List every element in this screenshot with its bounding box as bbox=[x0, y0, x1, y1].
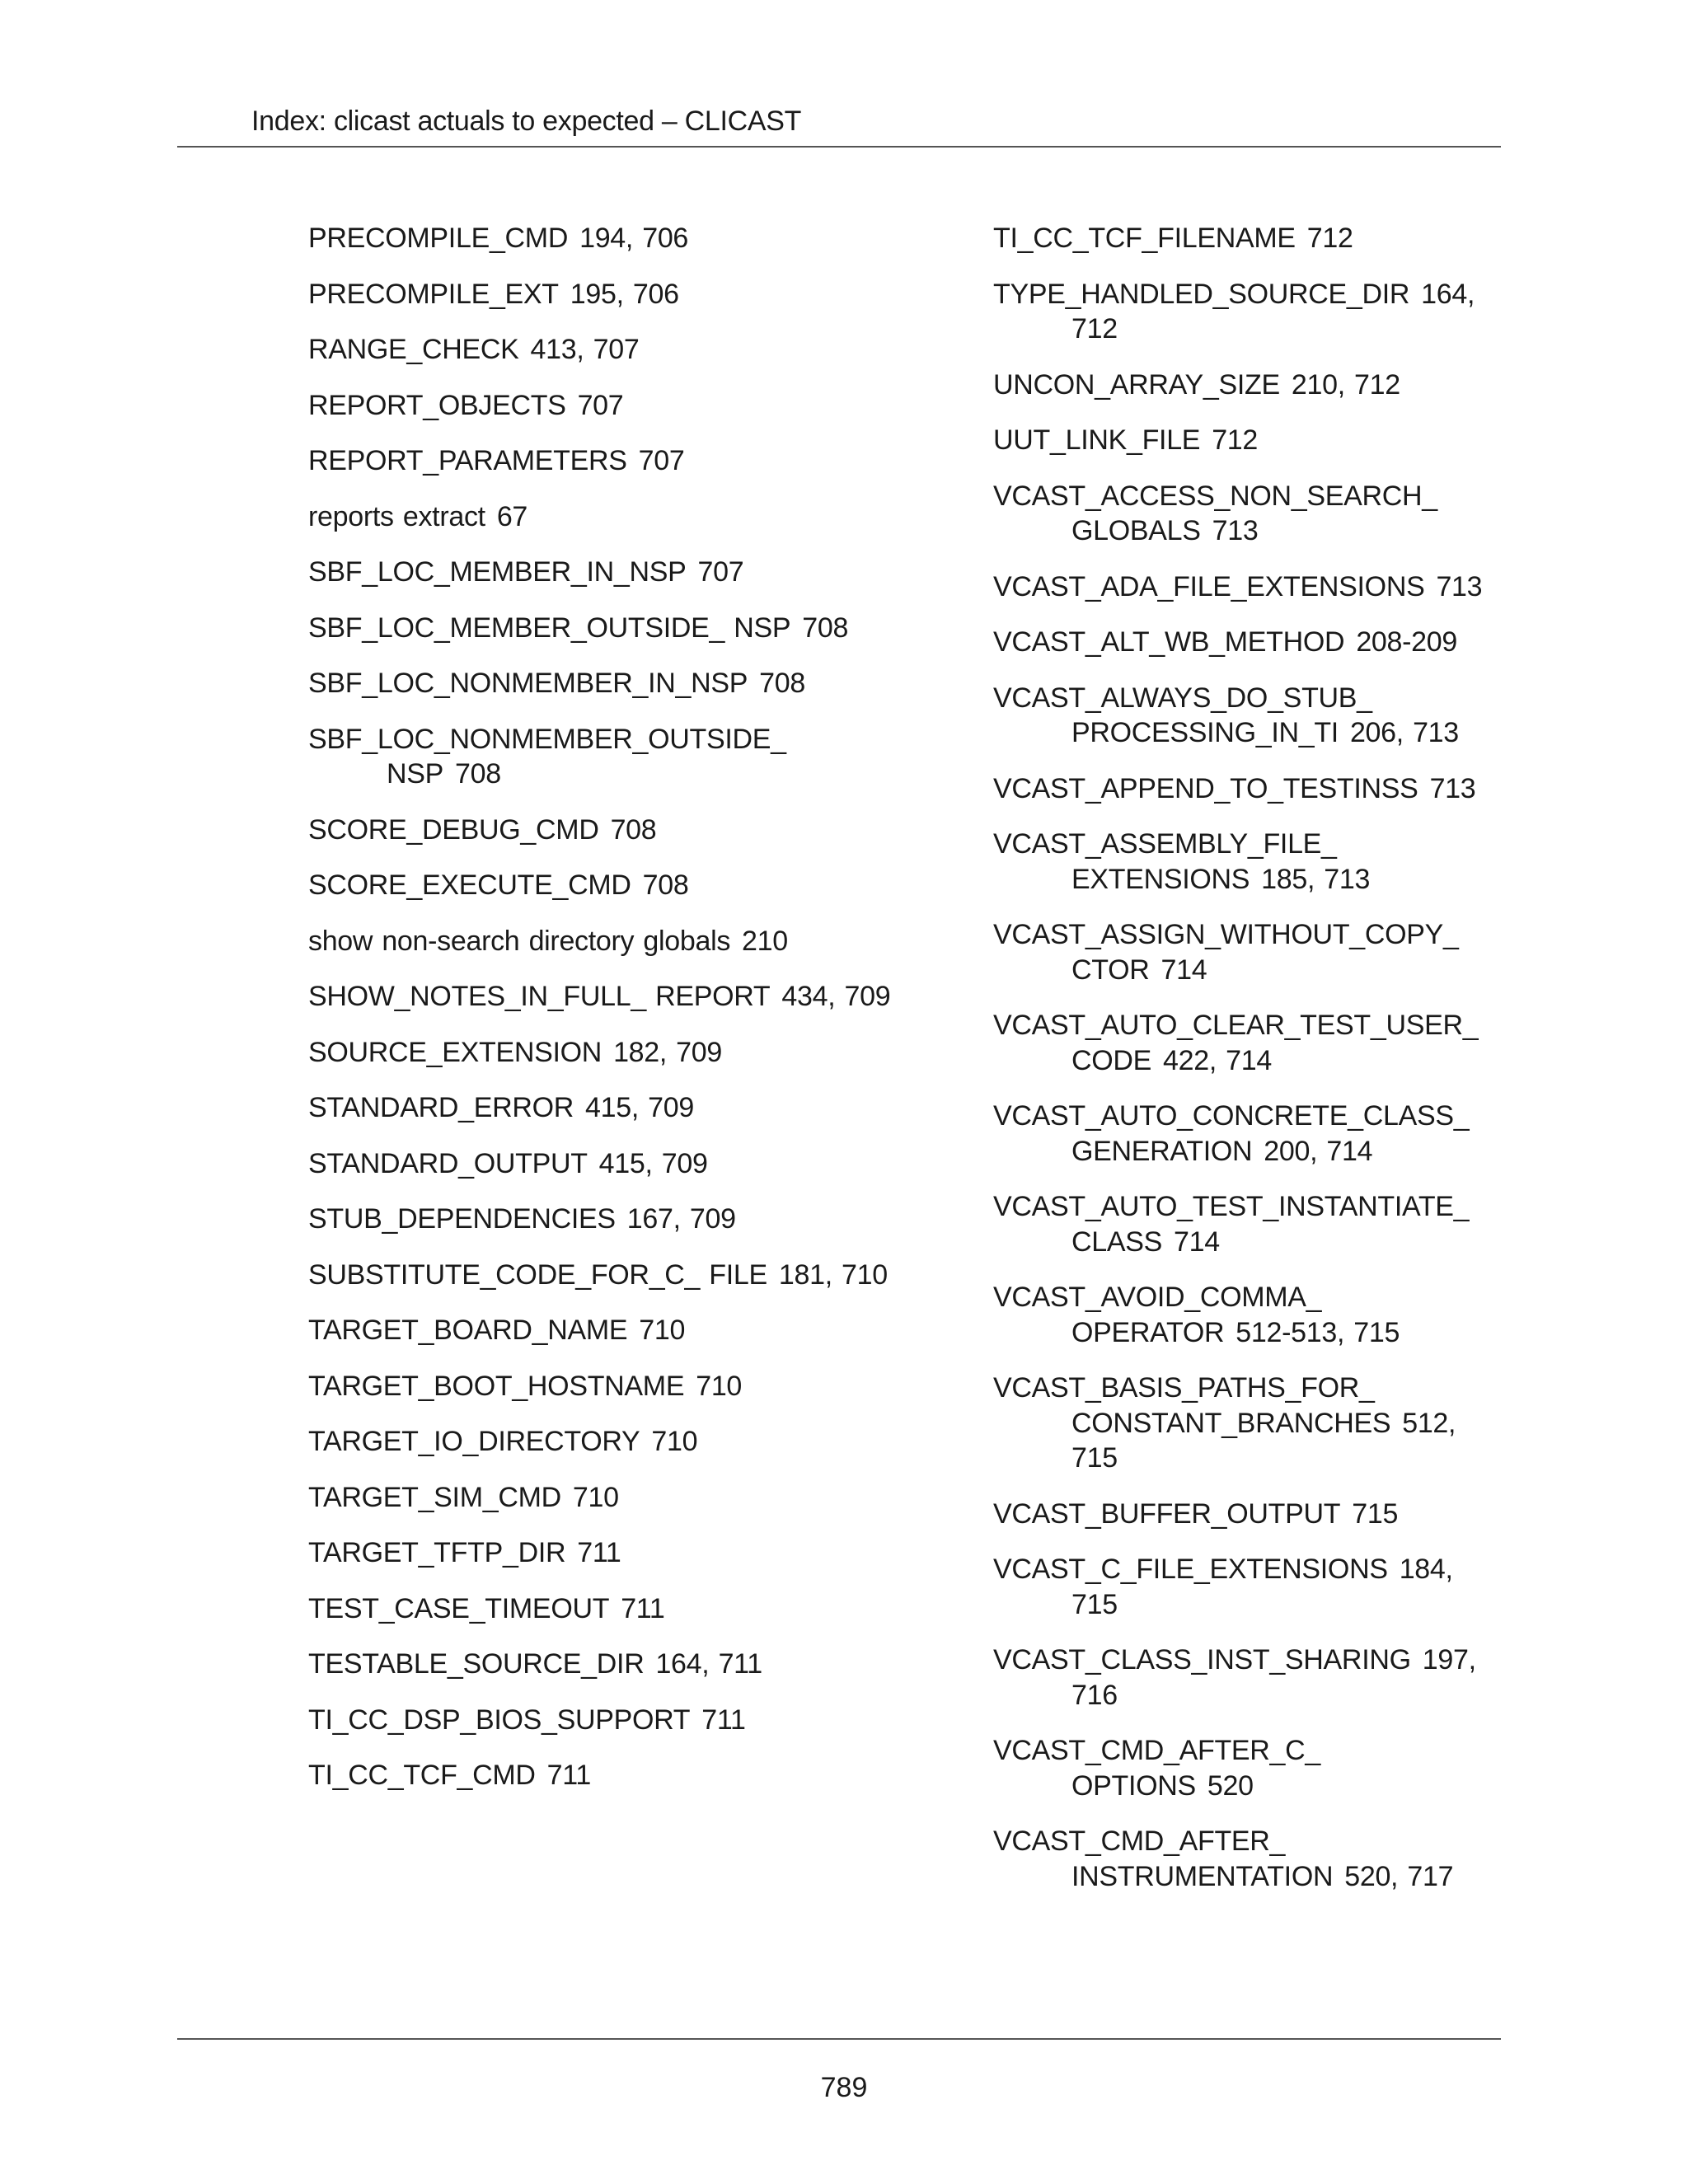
index-column-right bbox=[993, 221, 1504, 1915]
running-header: Index: clicast actuals to expected – CLICAST bbox=[251, 105, 802, 137]
index-page-refs: 210, 712 bbox=[1291, 368, 1400, 401]
index-page-refs: 210 bbox=[742, 925, 788, 957]
index-entry bbox=[993, 1371, 1504, 1476]
index-entry bbox=[308, 666, 902, 701]
index-page-refs: 710 bbox=[639, 1315, 686, 1346]
index-entry bbox=[308, 277, 902, 312]
index-page-refs: 708 bbox=[802, 612, 849, 644]
index-entry bbox=[308, 1035, 902, 1071]
index-term: reports extract bbox=[308, 500, 485, 532]
index-page-refs: 711 bbox=[701, 1704, 746, 1736]
index-entry bbox=[308, 1090, 902, 1126]
index-term: TARGET_IO_DIRECTORY bbox=[308, 1426, 640, 1457]
index-entry bbox=[308, 1480, 902, 1516]
index-term: VCAST_ADA_FILE_EXTENSIONS bbox=[993, 570, 1425, 602]
index-term: VCAST_ALWAYS_DO_STUB_ PROCESSING_IN_TI bbox=[993, 682, 1381, 748]
index-term: STANDARD_ERROR bbox=[308, 1092, 574, 1123]
index-term: TARGET_BOOT_HOSTNAME bbox=[308, 1370, 685, 1402]
index-page-refs: 413, 707 bbox=[530, 334, 640, 365]
index-term: SBF_LOC_NONMEMBER_OUTSIDE_ NSP bbox=[308, 723, 795, 790]
index-page-refs: 181, 710 bbox=[778, 1258, 888, 1291]
index-page-refs: 714 bbox=[1160, 954, 1207, 986]
index-entry bbox=[993, 1643, 1504, 1713]
index-term: VCAST_AVOID_COMMA_ OPERATOR bbox=[993, 1282, 1331, 1348]
index-entry bbox=[308, 868, 902, 903]
index-term: TYPE_HANDLED_SOURCE_DIR bbox=[993, 278, 1410, 310]
index-page-refs: 520 bbox=[1207, 1769, 1254, 1802]
index-term: VCAST_APPEND_TO_TESTINSS bbox=[993, 772, 1418, 804]
index-entry bbox=[308, 611, 902, 646]
index-page-refs: 194, 706 bbox=[579, 223, 689, 254]
index-term: TARGET_TFTP_DIR bbox=[308, 1537, 566, 1568]
index-entry bbox=[993, 1099, 1504, 1169]
footer-rule bbox=[177, 2038, 1501, 2040]
index-page-refs: 711 bbox=[577, 1537, 621, 1568]
index-entry bbox=[308, 979, 902, 1015]
index-page-refs: 707 bbox=[638, 445, 685, 476]
index-page-refs: 512-513, 715 bbox=[1236, 1316, 1400, 1348]
index-entry bbox=[993, 368, 1504, 403]
index-term: TEST_CASE_TIMEOUT bbox=[308, 1592, 610, 1624]
index-term: REPORT_PARAMETERS bbox=[308, 445, 627, 476]
index-page-refs: 512, 715 bbox=[1071, 1407, 1465, 1474]
index-entry bbox=[308, 1647, 902, 1682]
index-entry bbox=[308, 555, 902, 590]
index-page-refs: 520, 717 bbox=[1344, 1860, 1454, 1892]
index-entry bbox=[308, 499, 902, 535]
index-term: SOURCE_EXTENSION bbox=[308, 1036, 603, 1068]
index-entry bbox=[993, 917, 1504, 987]
index-page-refs: 708 bbox=[759, 668, 805, 699]
index-term: VCAST_ASSEMBLY_FILE_ EXTENSIONS bbox=[993, 828, 1346, 895]
index-page-refs: 711 bbox=[546, 1760, 591, 1791]
index-entry bbox=[993, 1280, 1504, 1350]
index-entry bbox=[993, 221, 1504, 256]
index-entry bbox=[308, 1369, 902, 1404]
index-term: SBF_LOC_MEMBER_OUTSIDE_ NSP bbox=[308, 612, 791, 644]
index-entry bbox=[308, 924, 902, 959]
index-term: PRECOMPILE_CMD bbox=[308, 223, 569, 254]
index-entry bbox=[308, 1758, 902, 1793]
index-entry bbox=[308, 722, 902, 792]
index-term: TARGET_SIM_CMD bbox=[308, 1481, 561, 1513]
index-term: VCAST_AUTO_TEST_INSTANTIATE_ CLASS bbox=[993, 1191, 1479, 1258]
index-entry bbox=[308, 1313, 902, 1348]
index-page-refs: 164, 711 bbox=[655, 1648, 762, 1680]
index-page-refs: 200, 714 bbox=[1264, 1135, 1373, 1167]
index-entry bbox=[993, 1552, 1504, 1622]
index-page-refs: 708 bbox=[642, 869, 689, 901]
index-page-refs: 206, 713 bbox=[1349, 717, 1459, 748]
index-page-refs: 164, 712 bbox=[1071, 278, 1484, 344]
index-entry bbox=[993, 479, 1504, 549]
index-term: SHOW_NOTES_IN_FULL_ REPORT bbox=[308, 981, 771, 1012]
index-entry bbox=[993, 827, 1504, 897]
index-term: STUB_DEPENDENCIES bbox=[308, 1203, 616, 1235]
index-entry bbox=[308, 1424, 902, 1460]
index-page-refs: 184, 715 bbox=[1071, 1554, 1462, 1620]
index-page-refs: 710 bbox=[651, 1426, 698, 1457]
index-page-refs: 422, 714 bbox=[1163, 1044, 1272, 1076]
index-entry bbox=[308, 1258, 902, 1293]
index-term: UNCON_ARRAY_SIZE bbox=[993, 368, 1280, 401]
index-entry bbox=[993, 1189, 1504, 1259]
index-page-refs: 415, 709 bbox=[598, 1147, 708, 1179]
index-page-refs: 708 bbox=[455, 758, 501, 790]
index-entry bbox=[993, 1008, 1504, 1078]
index-entry bbox=[993, 771, 1504, 807]
index-term: show non-search directory globals bbox=[308, 925, 731, 957]
index-term: VCAST_BASIS_PATHS_FOR_ CONSTANT_BRANCHES bbox=[993, 1372, 1391, 1439]
index-term: VCAST_ACCESS_NON_SEARCH_ GLOBALS bbox=[993, 480, 1447, 546]
index-term: REPORT_OBJECTS bbox=[308, 389, 566, 421]
index-term: VCAST_AUTO_CLEAR_TEST_USER_ CODE bbox=[993, 1010, 1488, 1076]
index-page-refs: 712 bbox=[1306, 223, 1353, 254]
index-term: RANGE_CHECK bbox=[308, 334, 519, 365]
index-term: VCAST_ALT_WB_METHOD bbox=[993, 626, 1345, 658]
index-page-refs: 185, 713 bbox=[1261, 863, 1371, 895]
index-page-refs: 208-209 bbox=[1356, 626, 1457, 658]
index-entry bbox=[308, 1591, 902, 1627]
index-page-refs: 713 bbox=[1429, 772, 1476, 804]
index-entry bbox=[993, 277, 1504, 347]
index-term: SUBSTITUTE_CODE_FOR_C_ FILE bbox=[308, 1258, 767, 1291]
index-page-refs: 711 bbox=[621, 1592, 665, 1624]
index-entry bbox=[308, 1202, 902, 1237]
index-term: TI_CC_TCF_CMD bbox=[308, 1760, 536, 1791]
index-term: SBF_LOC_NONMEMBER_IN_NSP bbox=[308, 668, 748, 699]
index-entry bbox=[993, 681, 1504, 751]
index-page-refs: 708 bbox=[610, 813, 657, 846]
index-term: PRECOMPILE_EXT bbox=[308, 278, 559, 310]
index-column-left bbox=[308, 221, 902, 1814]
index-page-refs: 713 bbox=[1436, 570, 1483, 602]
index-term: SCORE_DEBUG_CMD bbox=[308, 813, 599, 846]
index-entry bbox=[993, 569, 1504, 605]
index-entry bbox=[993, 625, 1504, 660]
index-term: TI_CC_TCF_FILENAME bbox=[993, 223, 1296, 254]
index-entry bbox=[993, 423, 1504, 458]
index-page-refs: 710 bbox=[572, 1481, 619, 1513]
index-entry bbox=[308, 1146, 902, 1182]
index-term: VCAST_CMD_AFTER_ INSTRUMENTATION bbox=[993, 1825, 1334, 1892]
index-page-refs: 714 bbox=[1174, 1226, 1220, 1258]
index-page-refs: 415, 709 bbox=[585, 1092, 694, 1123]
index-page-refs: 710 bbox=[696, 1370, 743, 1402]
header-rule bbox=[177, 146, 1501, 148]
index-term: STANDARD_OUTPUT bbox=[308, 1147, 588, 1179]
index-entry bbox=[308, 1535, 902, 1571]
index-page-refs: 67 bbox=[496, 500, 528, 532]
index-term: VCAST_CLASS_INST_SHARING bbox=[993, 1644, 1411, 1675]
index-term: TESTABLE_SOURCE_DIR bbox=[308, 1648, 645, 1680]
index-page-refs: 195, 706 bbox=[570, 278, 679, 310]
index-entry bbox=[308, 813, 902, 848]
index-page-refs: 167, 709 bbox=[626, 1203, 736, 1235]
index-entry bbox=[308, 443, 902, 479]
index-entry bbox=[993, 1733, 1504, 1803]
index-entry bbox=[308, 332, 902, 368]
index-page-refs: 197, 716 bbox=[1071, 1644, 1485, 1711]
index-entry bbox=[308, 388, 902, 424]
index-entry bbox=[993, 1824, 1504, 1894]
index-term: UUT_LINK_FILE bbox=[993, 424, 1201, 456]
index-term: VCAST_ASSIGN_WITHOUT_COPY_ CTOR bbox=[993, 919, 1468, 986]
index-term: VCAST_AUTO_CONCRETE_CLASS_ GENERATION bbox=[993, 1100, 1479, 1167]
index-page-refs: 434, 709 bbox=[781, 981, 891, 1012]
index-term: SBF_LOC_MEMBER_IN_NSP bbox=[308, 556, 687, 588]
index-term: TARGET_BOARD_NAME bbox=[308, 1315, 628, 1346]
index-term: SCORE_EXECUTE_CMD bbox=[308, 869, 631, 901]
index-entry bbox=[993, 1497, 1504, 1532]
index-term: VCAST_C_FILE_EXTENSIONS bbox=[993, 1554, 1388, 1585]
index-page-refs: 707 bbox=[577, 389, 624, 421]
index-page-refs: 182, 709 bbox=[613, 1036, 723, 1068]
index-page-refs: 707 bbox=[697, 556, 744, 588]
index-page-refs: 712 bbox=[1212, 424, 1259, 456]
index-page-refs: 715 bbox=[1352, 1497, 1399, 1530]
index-term: VCAST_BUFFER_OUTPUT bbox=[993, 1497, 1341, 1530]
page-number: 789 bbox=[820, 2072, 868, 2103]
index-entry bbox=[308, 221, 902, 256]
index-term: VCAST_CMD_AFTER_C_ OPTIONS bbox=[993, 1735, 1330, 1802]
index-term: TI_CC_DSP_BIOS_SUPPORT bbox=[308, 1704, 691, 1736]
index-entry bbox=[308, 1703, 902, 1738]
index-page-refs: 713 bbox=[1212, 515, 1259, 546]
